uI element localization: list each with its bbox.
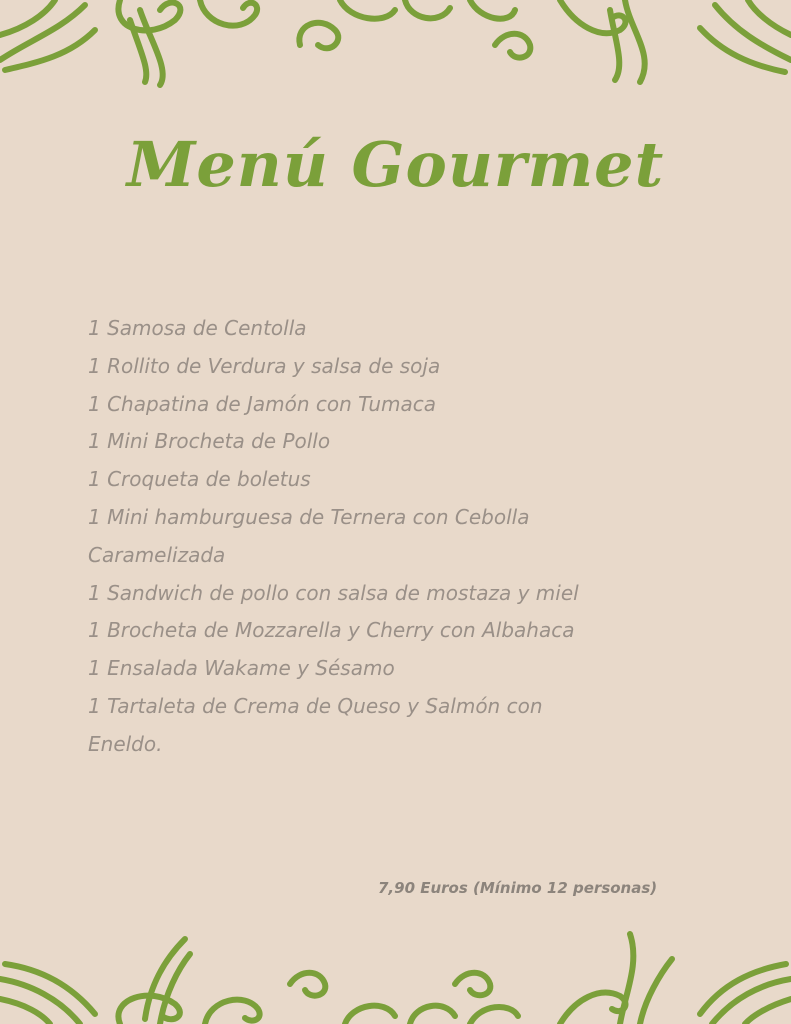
page-title: Menú Gourmet — [126, 128, 665, 201]
top-leaf-border — [0, 0, 791, 100]
menu-item: 1 Ensalada Wakame y Sésamo — [88, 656, 395, 681]
price-note: 7,90 Euros (Mínimo 12 personas) — [378, 879, 658, 897]
menu-item: 1 Rollito de Verdura y salsa de soja — [88, 353, 441, 378]
menu-item: 1 Sandwich de pollo con salsa de mostaza y miel — [88, 580, 579, 605]
menu-item: 1 Mini Brocheta de Pollo — [88, 429, 331, 454]
menu-item: 1 Tartaleta de Crema de Queso y Salmón con Eneldo. — [88, 693, 543, 756]
menu-item: 1 Samosa de Centolla — [88, 316, 307, 340]
menu-item: 1 Croqueta de boletus — [88, 467, 311, 492]
menu-item: 1 Brocheta de Mozzarella y Cherry con Albahaca — [88, 618, 575, 643]
menu-items-list — [88, 310, 608, 764]
menu-item: 1 Chapatina de Jamón con Tumaca — [88, 391, 437, 416]
bottom-leaf-border — [0, 924, 791, 1024]
menu-item: 1 Mini hamburguesa de Ternera con Cebolla Caramelizada — [88, 504, 530, 567]
